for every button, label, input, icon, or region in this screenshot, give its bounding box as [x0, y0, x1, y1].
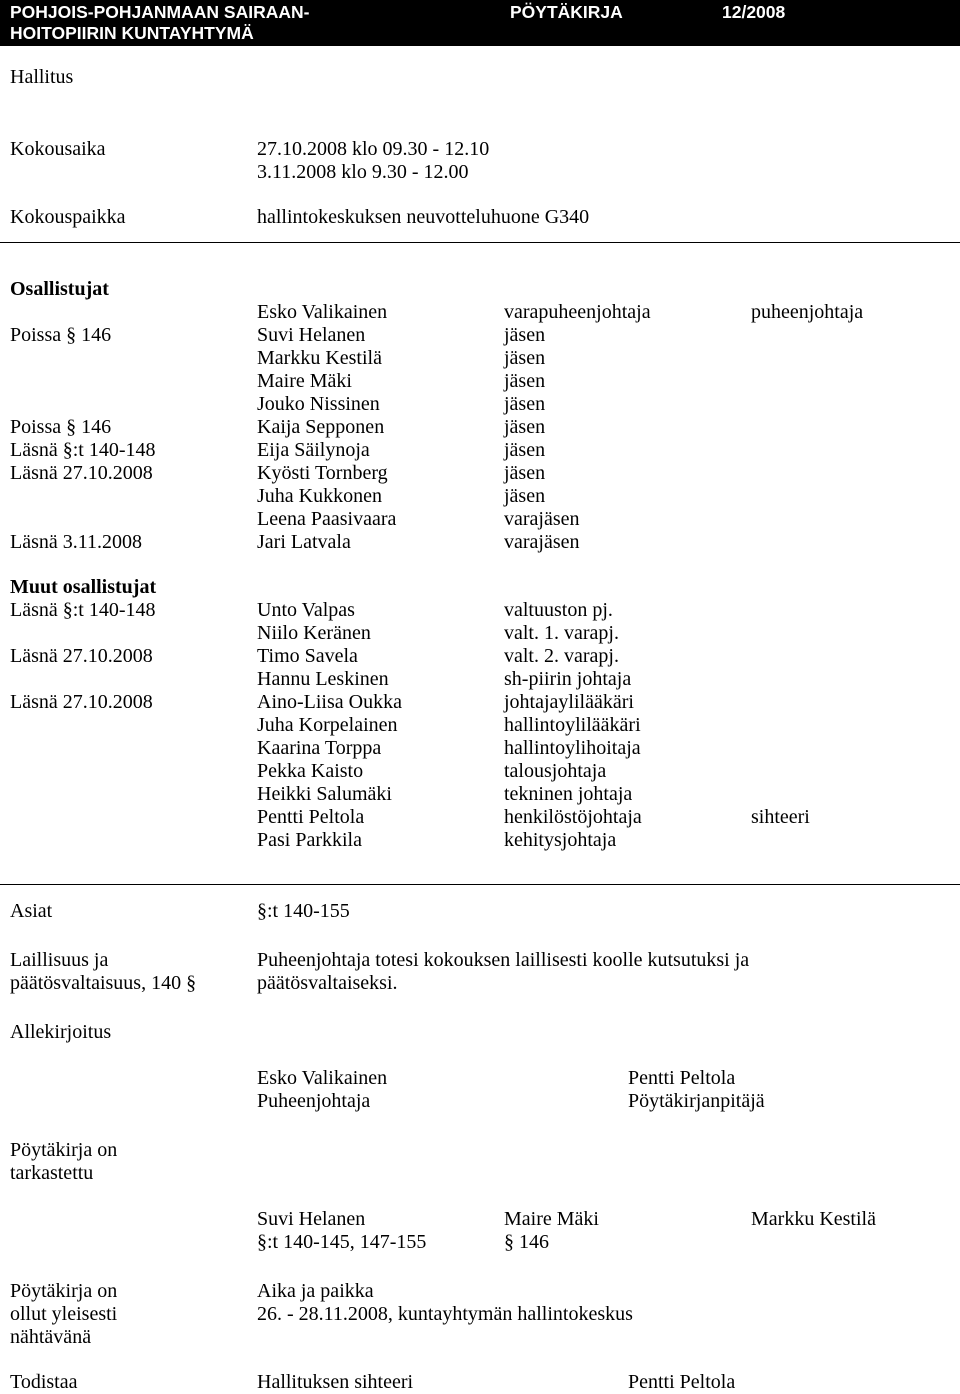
- row-note: Läsnä 27.10.2008: [10, 691, 153, 713]
- row-note: Läsnä §:t 140-148: [10, 439, 156, 461]
- legality-label-line1: Laillisuus ja: [10, 949, 109, 971]
- row-name: Kyösti Tornberg: [257, 462, 388, 484]
- meeting-time-value-1: 27.10.2008 klo 09.30 - 12.10: [257, 138, 490, 160]
- meeting-place-value: hallintokeskuksen neuvotteluhuone G340: [257, 206, 590, 228]
- public-label-line1: Pöytäkirja on: [10, 1280, 118, 1302]
- row-name: Aino-Liisa Oukka: [257, 691, 402, 713]
- checker-2-name: Maire Mäki: [504, 1208, 599, 1230]
- secretary-name: Pentti Peltola: [628, 1067, 736, 1089]
- checked-label-line1: Pöytäkirja on: [10, 1139, 118, 1161]
- row-name: Leena Paasivaara: [257, 508, 397, 530]
- row-name: Esko Valikainen: [257, 301, 388, 323]
- certify-role: Hallituksen sihteeri: [257, 1371, 414, 1393]
- matters-value: §:t 140-155: [257, 900, 350, 922]
- row-role: jäsen: [504, 416, 546, 438]
- row-note: Poissa § 146: [10, 324, 112, 346]
- chair-name: Esko Valikainen: [257, 1067, 388, 1089]
- row-name: Pekka Kaisto: [257, 760, 364, 782]
- public-value: 26. - 28.11.2008, kuntayhtymän hallintokeskus: [257, 1303, 633, 1325]
- legality-text-line2: päätösvaltaiseksi.: [257, 972, 398, 994]
- row-role: jäsen: [504, 393, 546, 415]
- document-type: PÖYTÄKIRJA: [510, 2, 623, 22]
- chair-title: Puheenjohtaja: [257, 1090, 371, 1112]
- row-name: Suvi Helanen: [257, 324, 366, 346]
- checker-1-name: Suvi Helanen: [257, 1208, 366, 1230]
- row-role: kehitysjohtaja: [504, 829, 617, 851]
- row-role: hallintoylihoitaja: [504, 737, 641, 759]
- row-note: Läsnä 27.10.2008: [10, 645, 153, 667]
- organization-name-line1: POHJOIS-POHJANMAAN SAIRAAN-: [10, 2, 310, 22]
- checker-1-note: §:t 140-145, 147-155: [257, 1231, 427, 1253]
- row-name: Timo Savela: [257, 645, 358, 667]
- row-role: jäsen: [504, 324, 546, 346]
- row-extra: puheenjohtaja: [751, 301, 864, 323]
- row-name: Eija Säilynoja: [257, 439, 370, 461]
- signature-label: Allekirjoitus: [10, 1021, 112, 1043]
- checker-3-name: Markku Kestilä: [751, 1208, 876, 1230]
- legality-text-line1: Puheenjohtaja totesi kokouksen laillisesti koolle kutsutuksi ja: [257, 949, 750, 971]
- row-role: varapuheenjohtaja: [504, 301, 651, 323]
- divider: [0, 242, 960, 243]
- row-name: Pentti Peltola: [257, 806, 365, 828]
- checker-2-note: § 146: [504, 1231, 549, 1253]
- row-name: Juha Korpelainen: [257, 714, 398, 736]
- public-label-line3: nähtävänä: [10, 1326, 92, 1348]
- body-name: Hallitus: [10, 66, 74, 88]
- row-role: jäsen: [504, 370, 546, 392]
- row-name: Kaarina Torppa: [257, 737, 382, 759]
- row-role: valt. 1. varapj.: [504, 622, 619, 644]
- row-role: varajäsen: [504, 508, 580, 530]
- matters-label: Asiat: [10, 900, 53, 922]
- row-note: Poissa § 146: [10, 416, 112, 438]
- row-role: jäsen: [504, 462, 546, 484]
- row-role: sh-piirin johtaja: [504, 668, 632, 690]
- public-heading: Aika ja paikka: [257, 1280, 374, 1302]
- row-name: Kaija Sepponen: [257, 416, 385, 438]
- row-role: valtuuston pj.: [504, 599, 613, 621]
- row-name: Jouko Nissinen: [257, 393, 380, 415]
- row-role: hallintoylilääkäri: [504, 714, 641, 736]
- certify-label: Todistaa: [10, 1371, 78, 1393]
- document-header: [0, 0, 960, 46]
- meeting-time-label: Kokousaika: [10, 138, 106, 160]
- row-name: Heikki Salumäki: [257, 783, 392, 805]
- row-name: Hannu Leskinen: [257, 668, 389, 690]
- row-role: valt. 2. varapj.: [504, 645, 619, 667]
- divider: [0, 884, 960, 885]
- row-extra: sihteeri: [751, 806, 810, 828]
- row-role: varajäsen: [504, 531, 580, 553]
- row-role: johtajaylilääkäri: [504, 691, 634, 713]
- meeting-time-value-2: 3.11.2008 klo 9.30 - 12.00: [257, 161, 469, 183]
- row-note: Läsnä §:t 140-148: [10, 599, 156, 621]
- row-name: Jari Latvala: [257, 531, 351, 553]
- certify-name: Pentti Peltola: [628, 1371, 736, 1393]
- row-role: jäsen: [504, 485, 546, 507]
- row-role: henkilöstöjohtaja: [504, 806, 642, 828]
- participants-heading: Osallistujat: [10, 278, 109, 300]
- row-note: Läsnä 27.10.2008: [10, 462, 153, 484]
- row-name: Juha Kukkonen: [257, 485, 382, 507]
- row-role: tekninen johtaja: [504, 783, 633, 805]
- legality-label-line2: päätösvaltaisuus, 140 §: [10, 972, 197, 994]
- row-role: jäsen: [504, 347, 546, 369]
- row-role: jäsen: [504, 439, 546, 461]
- others-heading: Muut osallistujat: [10, 576, 157, 598]
- row-name: Niilo Keränen: [257, 622, 371, 644]
- public-label-line2: ollut yleisesti: [10, 1303, 118, 1325]
- meeting-place-label: Kokouspaikka: [10, 206, 126, 228]
- secretary-title: Pöytäkirjanpitäjä: [628, 1090, 765, 1112]
- row-name: Maire Mäki: [257, 370, 352, 392]
- checked-label-line2: tarkastettu: [10, 1162, 94, 1184]
- row-note: Läsnä 3.11.2008: [10, 531, 143, 553]
- document-number: 12/2008: [722, 2, 786, 22]
- row-name: Pasi Parkkila: [257, 829, 362, 851]
- organization-name-line2: HOITOPIIRIN KUNTAYHTYMÄ: [10, 23, 254, 43]
- row-role: talousjohtaja: [504, 760, 607, 782]
- row-name: Markku Kestilä: [257, 347, 382, 369]
- row-name: Unto Valpas: [257, 599, 355, 621]
